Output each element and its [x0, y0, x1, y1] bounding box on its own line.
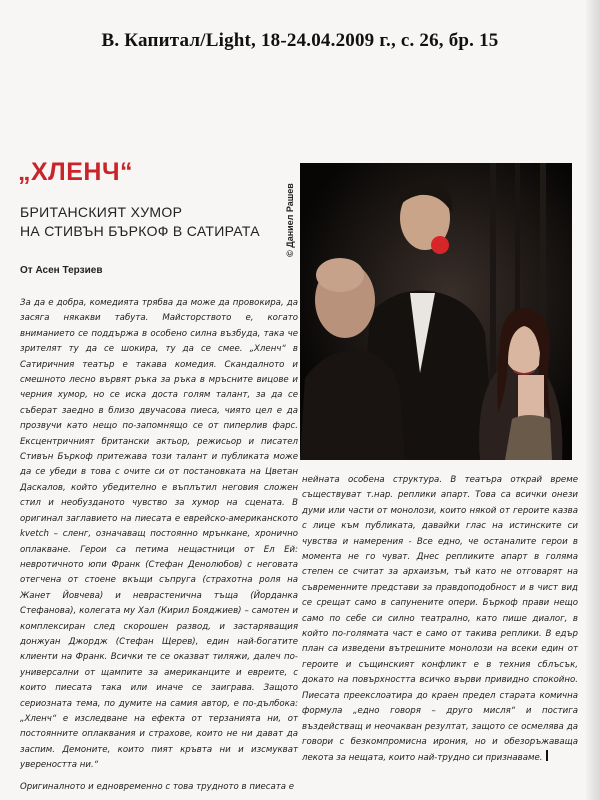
article-paragraph	[302, 473, 578, 767]
publication-citation: В. Капитал/Light, 18-24.04.2009 г., с. 26, бр. 15	[101, 30, 499, 51]
page-edge-shadow	[586, 0, 600, 800]
subtitle-line: НА СТИВЪН БЪРКОФ В САТИРАТА	[20, 223, 260, 239]
article-paragraph-text: нейната особена структура. В театъра открай време съществуват т.нар. реплики апарт. Това са всички онези думи или части от монолози, които някой от героите казва с лице към публиката, давайки глас на истинските си чувства и намерения - Все едно, че останалите герои в момента не го чуват. Днес репликите апарт в голяма степен се считат за архаизъм, тъй като не отговарят на съвременните представи за правдоподобност и в чист вид се срещат само в сапунените опери. Бъркоф прави нещо само по себе си силно театрално, като пише диалог, в който по-голямата част е само от такива реплики. В едър план са изведени вътрешните монолози на всеки един от героите и същинският конфликт е в техния сблъсък, докато на повърхността всичко върви привидно спокойно. Пиесата преекслоатира до краен предел старата комична формула „едно говоря – друго мисля“ и постига въздействащ и неочакван резултат, защото се осмелява да говори с безкомпромисна ирония, но и обезоръжаваща лекота за нещата, които най-трудно си признаваме.	[302, 475, 578, 764]
photo-credit	[283, 165, 297, 275]
article-headline: „ХЛЕНЧ“	[18, 158, 134, 186]
article-body-right-column	[302, 473, 578, 767]
theatre-scene-image	[300, 163, 572, 460]
article-photo	[300, 163, 572, 460]
article-paragraph: За да е добра, комедията трябва да може да провокира, да засяга някакви табута. Майсторството е, когато вниманието се поддържа в особено силна възбуда, така че зрителят ту да се шокира, ту да се смее. „Хленч“ в Сатиричния театър е такава комедия. Скандалното и смешното лесно вървят ръка за ръка в мръсните вицове и черния хумор, но се иска доста голям талант, за да се съберат заедно в близо двучасова пиеса, чиято цел е да прозвучи като нещо по-запомнящо се от пиперлив фарс. Ексцентричният британски актьор, режисьор и писател Стивън Бъркоф притежава този талант и публиката може да се убеди в това с очите си от постановката на Цветан Даскалов, който убедително е въплътил неговия сложен стил и необузданото чувство за хумор на сцената. В оригинал заглавието на пиесата е еврейско-американското kvetch – сленг, означаващ постоянно мрънкане, хронично оплакване. Герои са петима нещастници от Ел Ей: невротичното юпи Франк (Стефан Денолюбов) с неговата отегчена от стоене вкъщи съпруга (страхотна роля на Жанет Йовчева) и неврастенична тъща (Йорданка Стефанова), колегата му Хал (Кирил Бояджиев) – самотен и комплексиран след скорошен развод, и застаряващия донжуан Джордж (Стефан Щерев), един най-богатите клиенти на Франк. Всички те се оказват тиляжи, далеч по-универсални от щампите за американците и евреите, с които пиесата така или иначе се заиграва. Защото сериозната тема, по думите на самия автор, е по-дълбока: „Хленч“ е изследване на ефекта от терзанията ни, от постоянните оплаквания и страхове, които не ни дават да заспим. Демоните, които пият кръвта ни и изсмукват увереността ни.“	[20, 298, 298, 771]
photo-credit-text: © Даниел Рашев	[285, 183, 295, 257]
article-subtitle	[20, 203, 280, 241]
article-author: От Асен Терзиев	[20, 265, 103, 276]
article-body-left-column	[20, 296, 298, 795]
clown-nose-icon	[431, 236, 449, 254]
article-paragraph: Оригиналното и едновременно с това трудното в пиесата е	[20, 781, 295, 792]
pencil-cursor-icon	[546, 750, 548, 761]
subtitle-line: БРИТАНСКИЯТ ХУМОР	[20, 204, 183, 220]
